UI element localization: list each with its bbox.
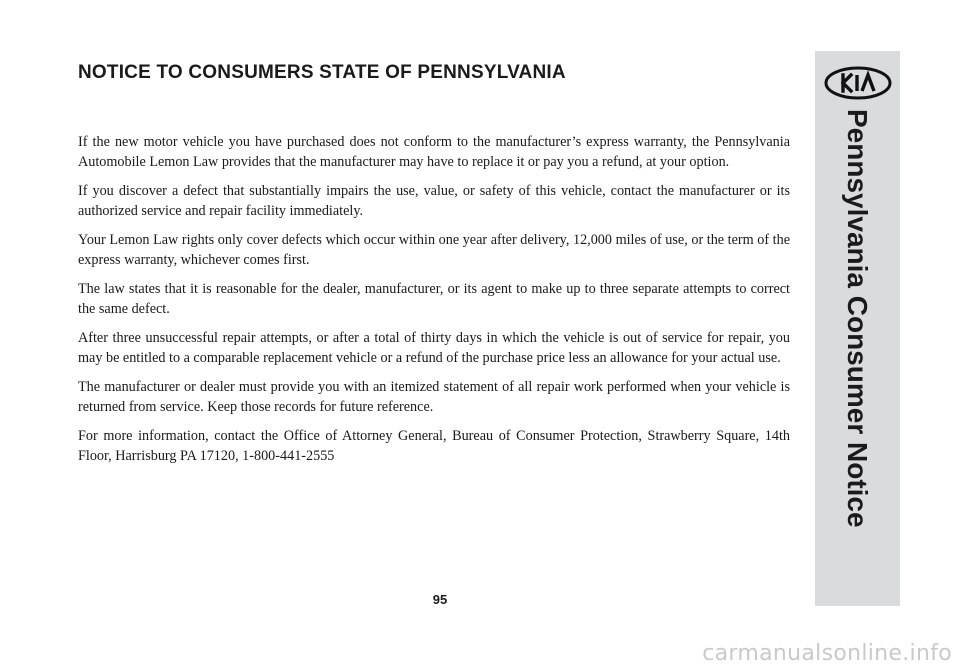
notice-body [78,133,790,476]
paragraph-6: The manufacturer or dealer must provide you with an itemized statement of all repair work performed when your vehicle is returned from service. Keep those records for future reference. [78,379,790,415]
page-number: 95 [432,592,448,607]
paragraph-3: Your Lemon Law rights only cover defects which occur within one year after delivery, 12,000 miles of use, or the term of the express warranty, whichever comes first. [78,232,790,268]
kia-logo [823,65,893,101]
paragraph-7: For more information, contact the Office of Attorney General, Bureau of Consumer Protection, Strawberry Square, 14th Floor, Harrisburg PA 17120, 1-800-441-2555 [78,428,790,464]
section-title: Pennsylvania Consumer Notice [842,109,873,528]
watermark: carmanualsonline.info [702,641,952,666]
paragraph-1: If the new motor vehicle you have purchased does not conform to the manufacturer’s express warranty, the Pennsylvania Automobile Lemon Law provides that the manufacturer may have to replace it or pay you a refund, at your option. [78,134,790,170]
paragraph-2: If you discover a defect that substantially impairs the use, value, or safety of this vehicle, contact the manufacturer or its authorized service and repair facility immediately. [78,183,790,219]
section-side-tab [815,51,900,606]
paragraph-5: After three unsuccessful repair attempts, or after a total of thirty days in which the vehicle is out of service for repair, you may be entitled to a comparable replacement vehicle or a refund of the purchase price less an allowance for your actual use. [78,330,790,366]
side-title-container [815,109,900,599]
page-heading: NOTICE TO CONSUMERS STATE OF PENNSYLVANIA [78,62,566,83]
paragraph-4: The law states that it is reasonable for the dealer, manufacturer, or its agent to make up to three separate attempts to correct the same defect. [78,281,790,317]
